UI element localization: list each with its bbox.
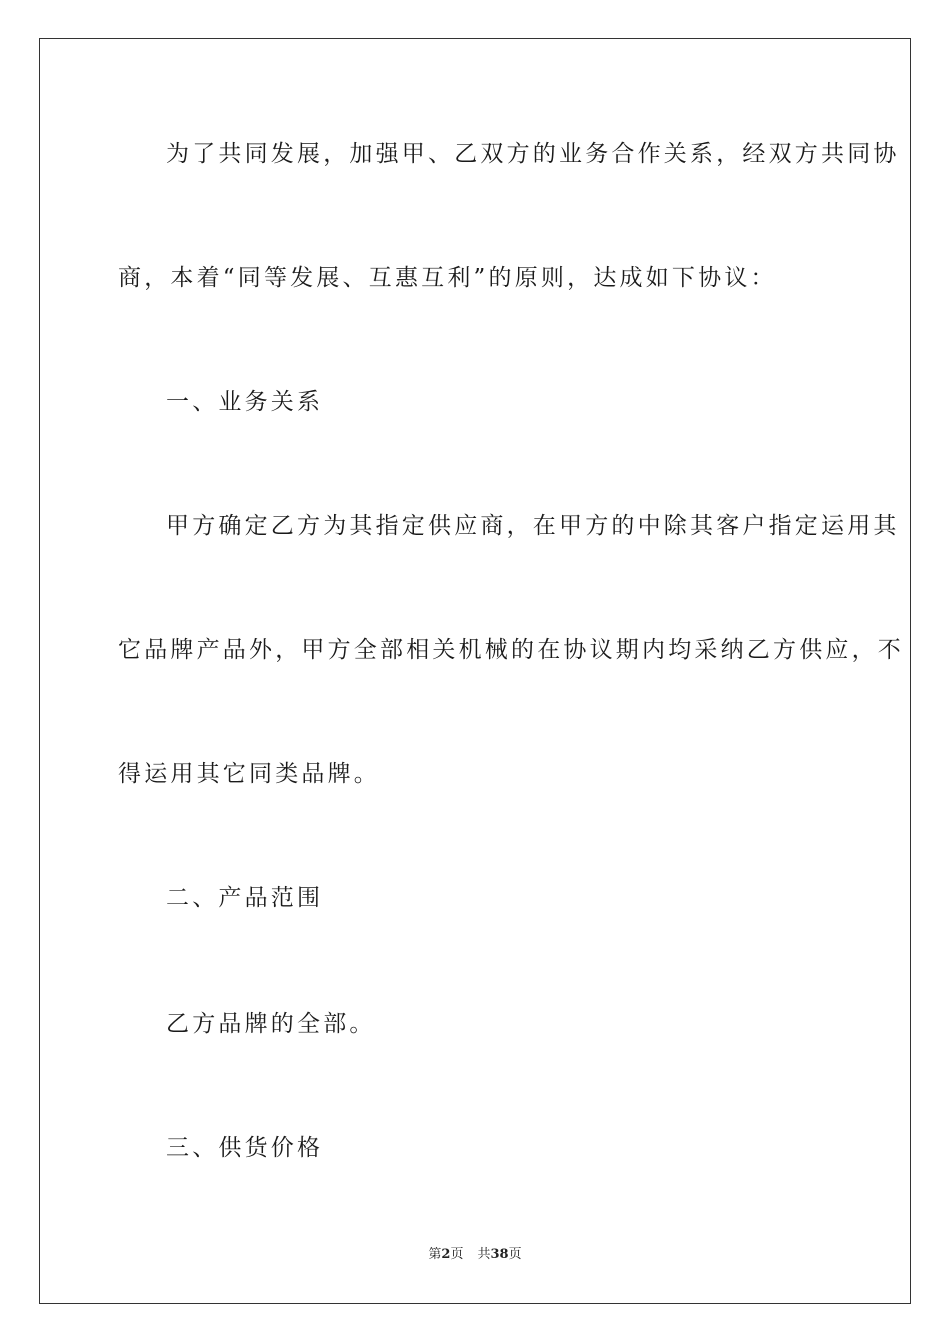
paragraph-line-1: 为了共同发展，加强甲、乙双方的业务合作关系，经双方共同协 [166, 141, 900, 167]
footer-total-suffix: 页 [508, 1247, 522, 1262]
paragraph-line-3: 甲方确定乙方为其指定供应商，在甲方的中除其客户指定运用其 [166, 513, 900, 539]
footer-page-suffix: 页 [450, 1247, 464, 1262]
section-heading-product-range: 二、产品范围 [166, 885, 324, 911]
paragraph-line-5: 得运用其它同类品牌。 [118, 761, 380, 787]
paragraph-line-4: 它品牌产品外，甲方全部相关机械的在协议期内均采纳乙方供应，不 [118, 637, 904, 663]
paragraph-line-2: 商，本着“同等发展、互惠互利”的原则，达成如下协议： [118, 265, 777, 291]
footer-page-prefix: 第 [428, 1247, 442, 1262]
section-heading-business-relationship: 一、业务关系 [166, 389, 324, 415]
footer-total-prefix: 共 [477, 1247, 491, 1262]
footer-page-number: 2 [441, 1247, 451, 1262]
page-border [39, 38, 911, 1304]
page-footer [0, 1245, 950, 1265]
section-heading-supply-price: 三、供货价格 [166, 1135, 324, 1161]
footer-total-pages: 38 [490, 1247, 509, 1262]
paragraph-line-6: 乙方品牌的全部。 [166, 1011, 376, 1037]
